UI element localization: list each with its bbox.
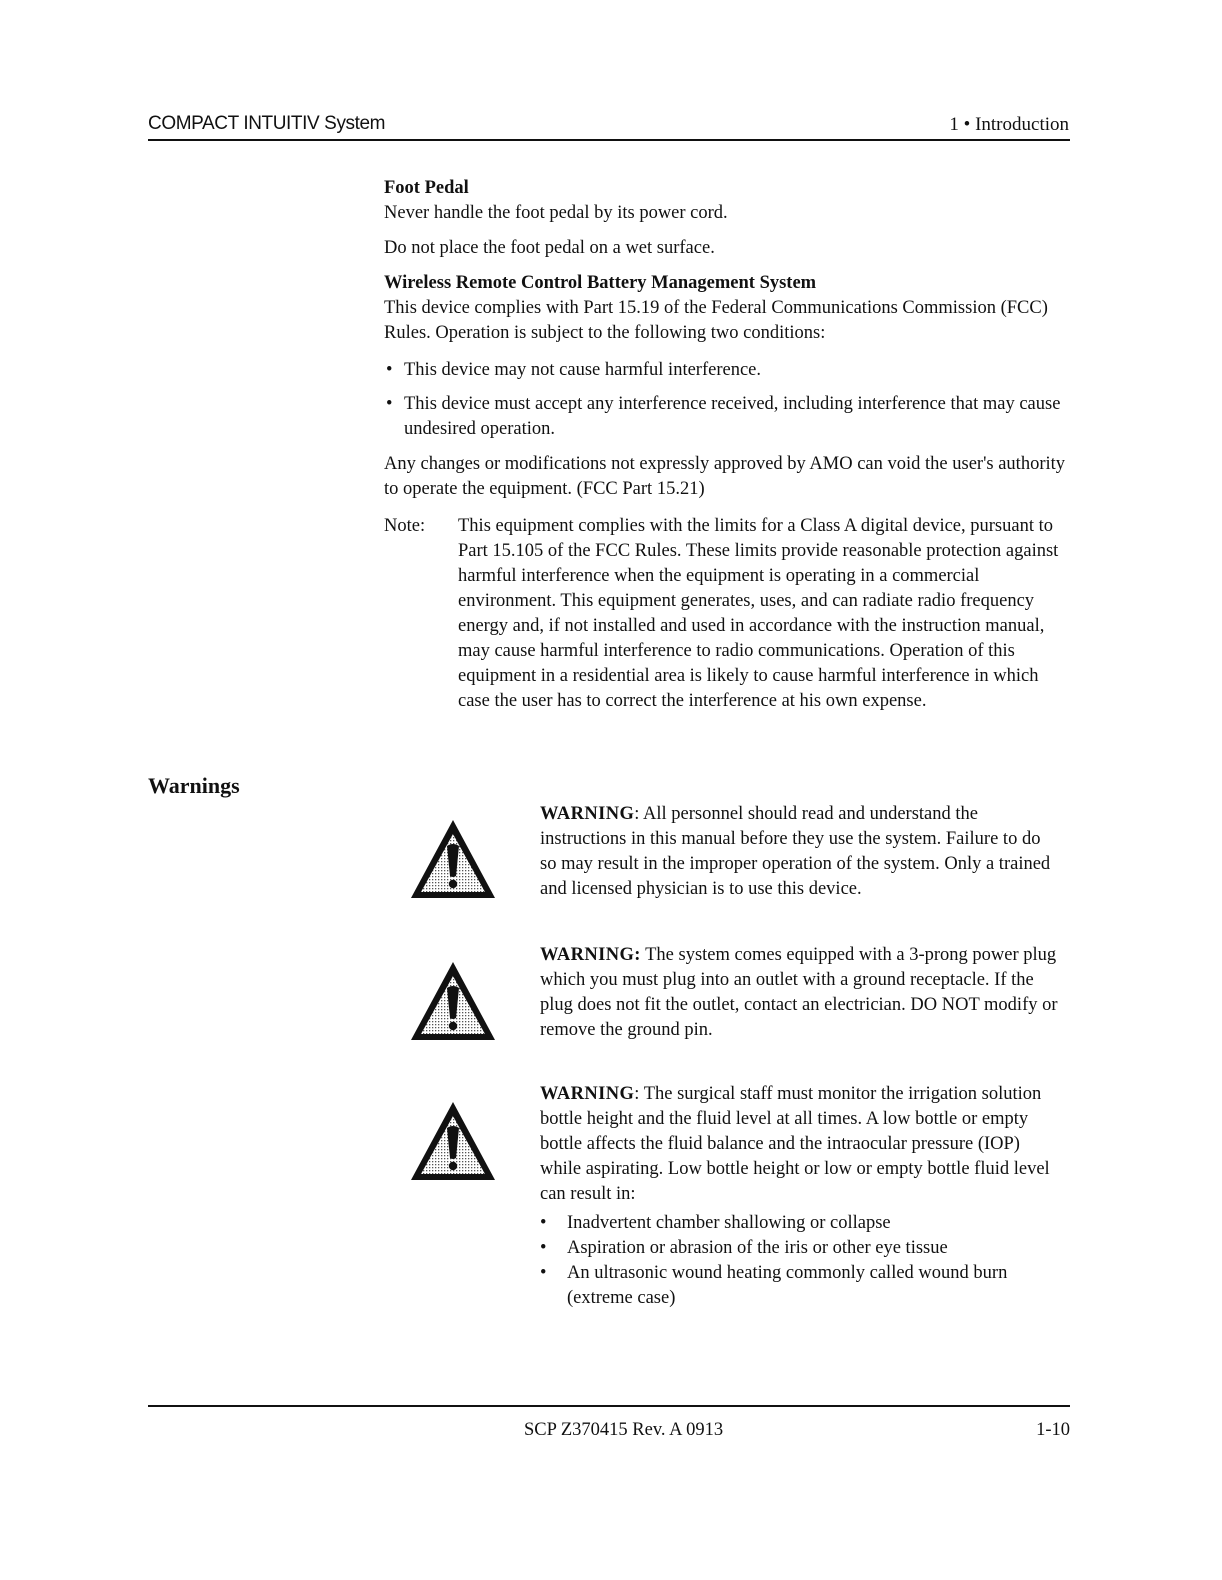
- foot-pedal-heading: Foot Pedal: [384, 178, 469, 198]
- main-content: [384, 176, 1074, 714]
- warning-text: [540, 1082, 1060, 1311]
- warning-label: WARNING:: [540, 945, 641, 965]
- list-item: • This device may not cause harmful interference.: [384, 358, 1074, 383]
- warning-body: The system comes equipped with a 3-prong power plug which you must plug into an outlet with a ground receptacle. If the plug does not fit the outlet, contact an electrician. DO NOT modify or remove the ground pin.: [540, 945, 1058, 1040]
- warning-body: : The surgical staff must monitor the irrigation solution bottle height and the fluid level at all times. A low bottle or empty bottle affects the fluid balance and the intraocular pressure (IOP) while aspirating. Low bottle height or low or empty bottle fluid level can result in:: [540, 1084, 1050, 1204]
- warning-label: WARNING: [540, 804, 635, 824]
- consequences-list: [540, 1211, 1060, 1311]
- list-item: • Aspiration or abrasion of the iris or other eye tissue: [540, 1236, 1060, 1261]
- warning-label: WARNING: [540, 1084, 635, 1104]
- wireless-heading: Wireless Remote Control Battery Management System: [384, 273, 817, 293]
- wireless-intro: This device complies with Part 15.19 of the Federal Communications Commission (FCC) Rules. Operation is subject to the following two conditions:: [384, 298, 1048, 343]
- fcc-note: [384, 514, 1074, 714]
- note-label: Note:: [384, 516, 426, 536]
- conditions-list: [384, 358, 1074, 442]
- note-text: This equipment complies with the limits for a Class A digital device, pursuant to Part 15.105 of the FCC Rules. These limits provide reasonable protection against harmful interference when the equipment is operating in a commercial environment. This equipment generates, uses, and can radiate radio frequency energy and, if not installed and used in accordance with the instruction manual, may cause harmful interference to radio communications. Operation of this equipment in a residential area is likely to cause harmful interference in which case the user has to correct the interference at his own expense.: [458, 516, 1059, 711]
- footer-doc-id: SCP Z370415 Rev. A 0913: [524, 1420, 724, 1440]
- foot-pedal-line: Do not place the foot pedal on a wet surface.: [384, 238, 715, 258]
- list-item: • Inadvertent chamber shallowing or collapse: [540, 1211, 1060, 1236]
- warning-body: : All personnel should read and understand the instructions in this manual before they use the system. Failure to do so may result in the improper operation of the system. Only a trained and licensed physician is to use this device.: [540, 804, 1051, 899]
- list-item: • This device must accept any interference received, including interference that may cause undesired operation.: [384, 392, 1074, 442]
- footer-rule: [148, 1405, 1070, 1407]
- header-rule: [148, 139, 1070, 141]
- warnings-heading: Warnings: [148, 773, 240, 798]
- page-number: 1-10: [1036, 1420, 1070, 1440]
- warning-triangle-icon: [408, 816, 498, 900]
- warning-triangle-icon: [408, 1098, 498, 1182]
- list-item: • An ultrasonic wound heating commonly called wound burn (extreme case): [540, 1261, 1060, 1311]
- header-title: COMPACT INTUITIV System: [148, 113, 386, 134]
- warning-text: [540, 943, 1060, 1043]
- warning-triangle-icon: [408, 958, 498, 1042]
- header-chapter: 1 • Introduction: [949, 114, 1069, 135]
- warning-text: [540, 802, 1060, 902]
- changes-paragraph: Any changes or modifications not expressly approved by AMO can void the user's authority to operate the equipment. (FCC Part 15.21): [384, 454, 1066, 499]
- foot-pedal-line: Never handle the foot pedal by its power cord.: [384, 203, 728, 223]
